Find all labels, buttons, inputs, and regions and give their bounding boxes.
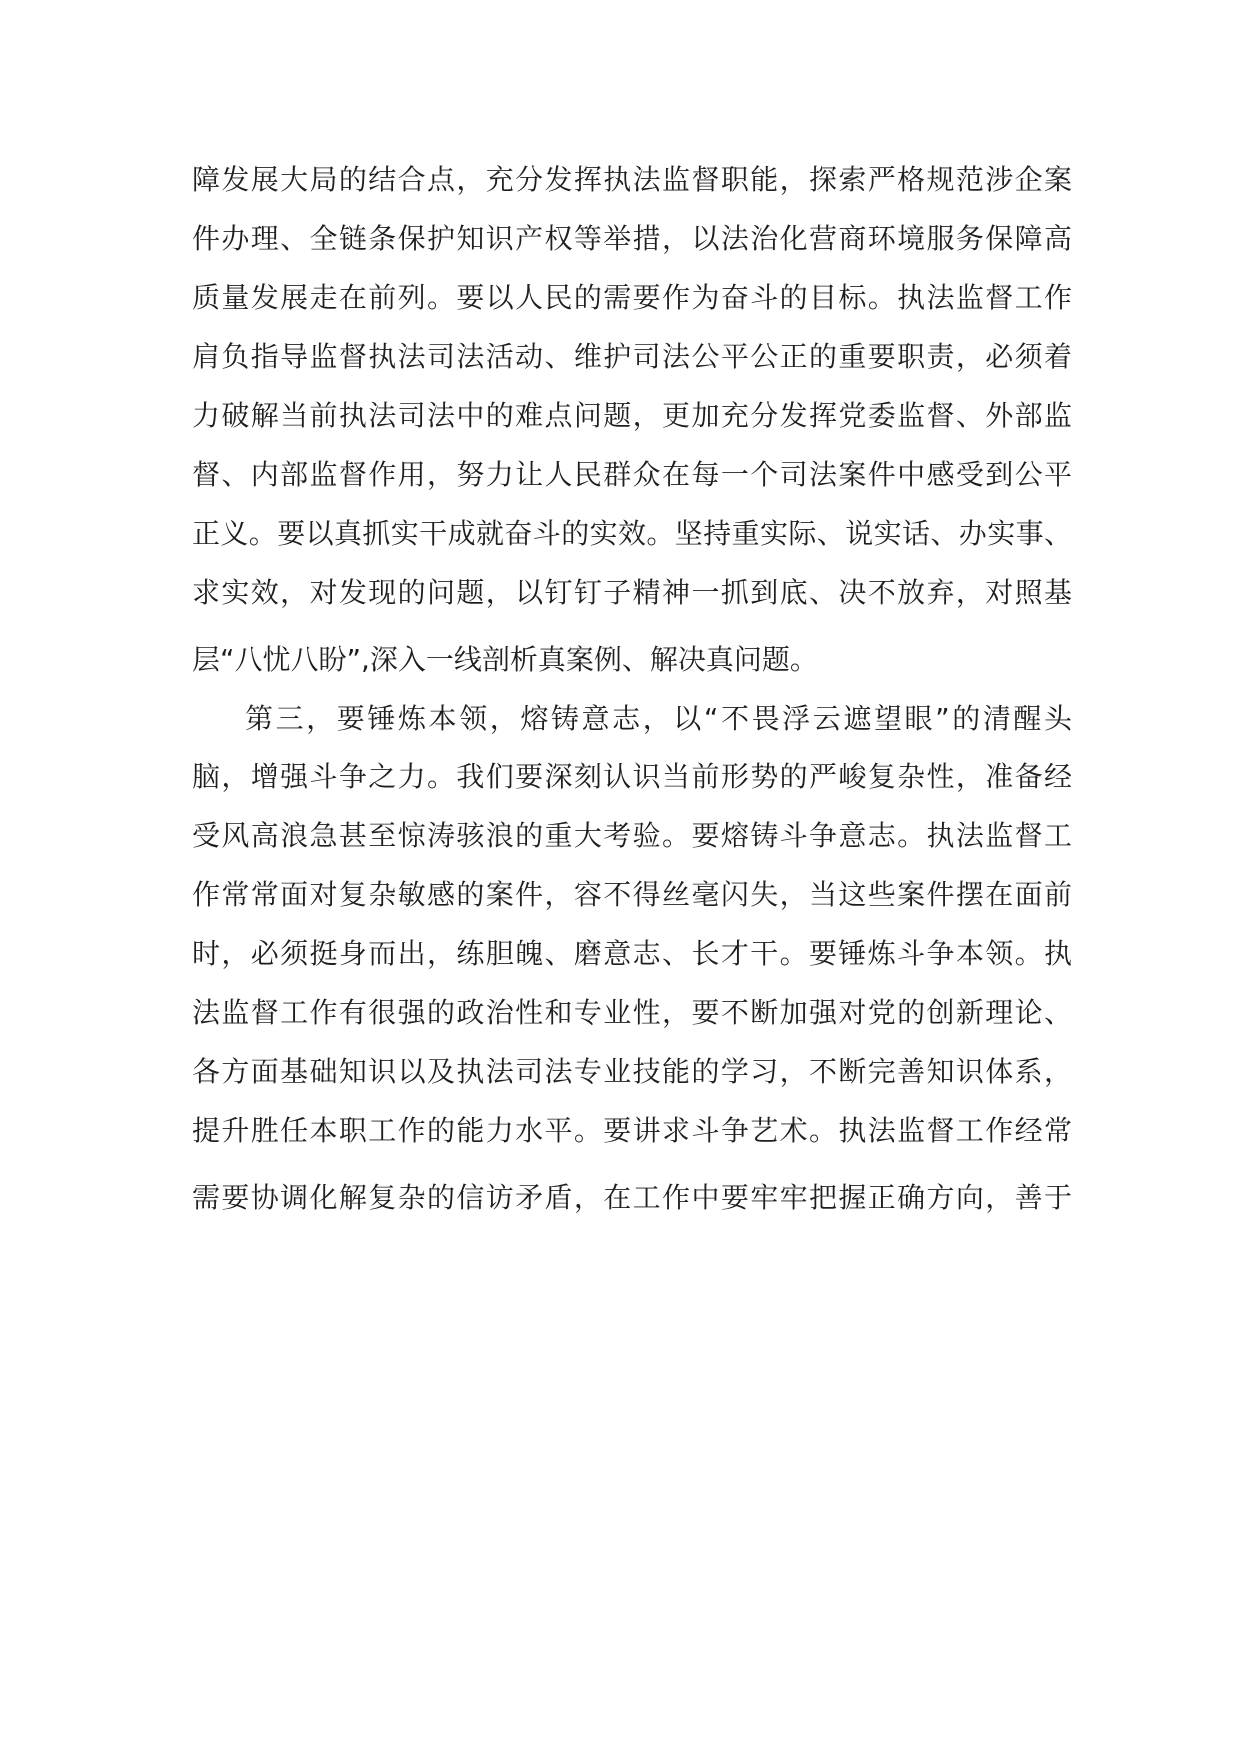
text-line: 提升胜任本职工作的能力水平。要讲求斗争艺术。执法监督工作经常 (192, 1114, 1072, 1147)
text-line: 需要协调化解复杂的信访矛盾，在工作中要牢牢把握正确方向，善于 (192, 1181, 1072, 1214)
text-line: 求实效，对发现的问题，以钉钉子精神一抓到底、决不放弃，对照基 (192, 576, 1072, 609)
text-line: 作常常面对复杂敏感的案件，容不得丝毫闪失，当这些案件摆在面前 (192, 878, 1072, 911)
text-line: 正义。要以真抓实干成就奋斗的实效。坚持重实际、说实话、办实事、 (192, 517, 1072, 550)
text-line: 障发展大局的结合点，充分发挥执法监督职能，探索严格规范涉企案 (192, 163, 1072, 196)
text-line: 质量发展走在前列。要以人民的需要作为奋斗的目标。执法监督工作 (192, 281, 1072, 314)
text-line: 各方面基础知识以及执法司法专业技能的学习，不断完善知识体系， (192, 1055, 1072, 1088)
text-line: 时，必须挺身而出，练胆魄、磨意志、长才干。要锤炼斗争本领。执 (192, 937, 1072, 970)
text-line: 件办理、全链条保护知识产权等举措，以法治化营商环境服务保障高 (192, 222, 1072, 255)
text-line: 法监督工作有很强的政治性和专业性，要不断加强对党的创新理论、 (192, 996, 1072, 1029)
text-line: 肩负指导监督执法司法活动、维护司法公平公正的重要职责，必须着 (192, 340, 1072, 373)
text-line-paragraph-end: 层“八忧八盼”,深入一线剖析真案例、解决真问题。 (192, 643, 818, 676)
text-line: 受风高浪急甚至惊涛骇浪的重大考验。要熔铸斗争意志。执法监督工 (192, 819, 1072, 852)
text-line-paragraph-start: 第三，要锤炼本领，熔铸意志，以“不畏浮云遮望眼”的清醒头 (245, 702, 1072, 735)
text-line: 力破解当前执法司法中的难点问题，更加充分发挥党委监督、外部监 (192, 399, 1072, 432)
text-line: 脑，增强斗争之力。我们要深刻认识当前形势的严峻复杂性，准备经 (192, 760, 1072, 793)
text-line: 督、内部监督作用，努力让人民群众在每一个司法案件中感受到公平 (192, 458, 1072, 491)
